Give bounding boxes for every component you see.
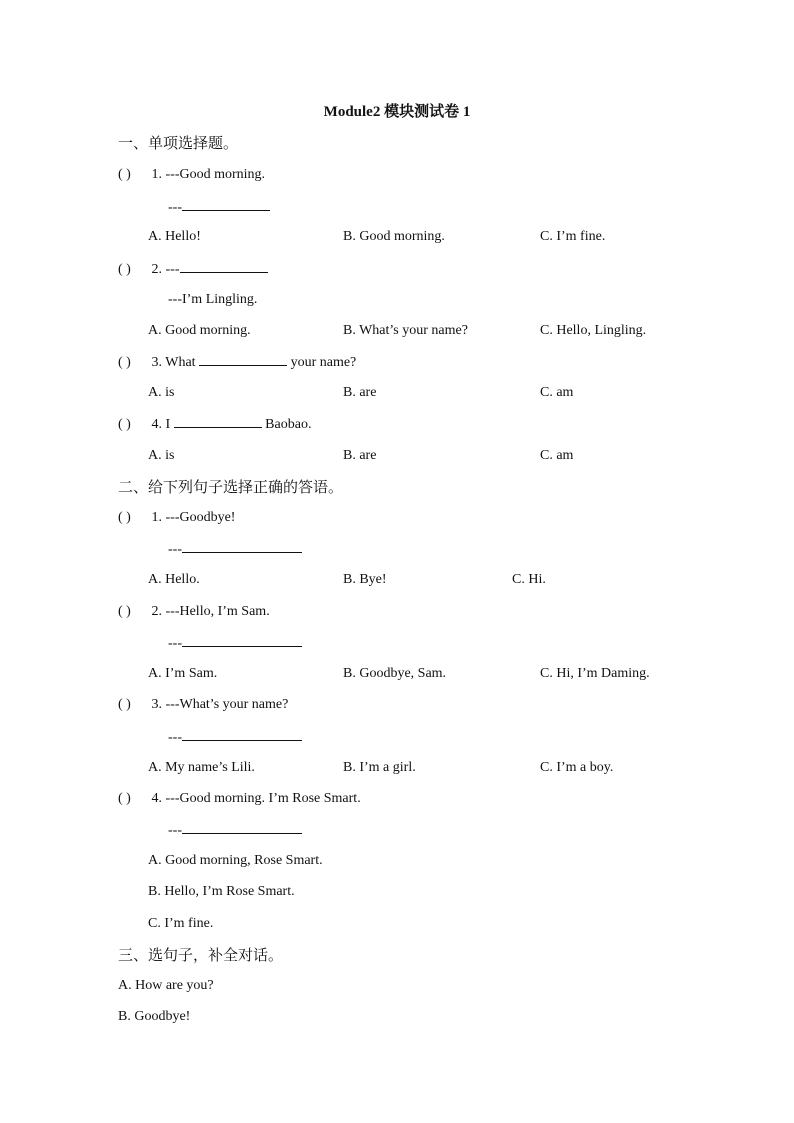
prompt-after: your name? bbox=[290, 355, 357, 370]
question-number: 4. bbox=[151, 791, 162, 806]
prompt-before: I bbox=[165, 417, 171, 432]
prompt-prefix: --- bbox=[165, 262, 180, 277]
answer-bracket[interactable]: ( ) bbox=[118, 604, 131, 619]
answer-prefix: --- bbox=[168, 823, 182, 838]
s2-q1-answer-line bbox=[168, 538, 302, 560]
fill-blank[interactable] bbox=[174, 413, 262, 428]
option-c[interactable]: C. am bbox=[540, 385, 574, 400]
question-prompt: ---Goodbye! bbox=[165, 510, 236, 525]
question-number: 3. bbox=[151, 355, 162, 370]
question-number: 1. bbox=[151, 167, 162, 182]
option-c[interactable]: C. Hi. bbox=[512, 572, 546, 587]
s1-question-1 bbox=[118, 164, 265, 186]
s2-q2-options bbox=[0, 663, 794, 685]
answer-blank[interactable] bbox=[182, 196, 270, 211]
option-a[interactable]: A. Hello! bbox=[148, 229, 201, 244]
answer-prefix: --- bbox=[168, 542, 182, 557]
choice-b: B. Goodbye! bbox=[118, 1009, 191, 1024]
s1-question-2 bbox=[118, 258, 268, 280]
question-prompt: ---Hello, I’m Sam. bbox=[165, 604, 270, 619]
s2-question-1 bbox=[118, 507, 235, 529]
answer-bracket[interactable]: ( ) bbox=[118, 510, 131, 525]
answer-blank[interactable] bbox=[182, 819, 302, 834]
s2-question-3 bbox=[118, 694, 288, 716]
choice-a: A. How are you? bbox=[118, 978, 214, 993]
section-1-heading: 一、单项选择题。 bbox=[118, 134, 239, 152]
s1-q1-answer-line bbox=[168, 196, 270, 218]
option-b[interactable]: B. I’m a girl. bbox=[343, 760, 416, 775]
prompt-before: What bbox=[165, 355, 196, 370]
answer-prefix: --- bbox=[168, 636, 182, 651]
s1-q1-options bbox=[0, 226, 794, 248]
answer-blank[interactable] bbox=[182, 632, 302, 647]
s1-q2-answer-line: ---I’m Lingling. bbox=[168, 292, 258, 307]
question-number: 3. bbox=[151, 697, 162, 712]
option-b[interactable]: B. Hello, I’m Rose Smart. bbox=[148, 884, 295, 899]
s1-question-4 bbox=[118, 413, 311, 435]
s1-q3-options bbox=[0, 382, 794, 404]
question-number: 2. bbox=[151, 604, 162, 619]
question-prompt: ---Good morning. bbox=[165, 167, 266, 182]
option-a[interactable]: A. Hello. bbox=[148, 572, 200, 587]
s1-q2-options bbox=[0, 320, 794, 342]
answer-prefix: --- bbox=[168, 730, 182, 745]
option-c[interactable]: C. Hi, I’m Daming. bbox=[540, 666, 650, 681]
section-3-heading: 三、选句子，补全对话。 bbox=[118, 946, 284, 964]
option-a[interactable]: A. is bbox=[148, 385, 175, 400]
s2-question-2 bbox=[118, 601, 270, 623]
option-b[interactable]: B. are bbox=[343, 448, 377, 463]
question-number: 2. bbox=[151, 262, 162, 277]
question-prompt: ---What’s your name? bbox=[165, 697, 289, 712]
prompt-after: Baobao. bbox=[265, 417, 312, 432]
option-c[interactable]: C. I’m fine. bbox=[540, 229, 606, 244]
option-a[interactable]: A. I’m Sam. bbox=[148, 666, 218, 681]
page-title: Module2 模块测试卷 1 bbox=[323, 104, 471, 120]
option-b[interactable]: B. Goodbye, Sam. bbox=[343, 666, 447, 681]
answer-bracket[interactable]: ( ) bbox=[118, 167, 131, 182]
option-a[interactable]: A. is bbox=[148, 448, 175, 463]
s1-question-3 bbox=[118, 351, 356, 373]
option-c[interactable]: C. I’m fine. bbox=[148, 916, 214, 931]
question-number: 1. bbox=[151, 510, 162, 525]
s2-q3-answer-line bbox=[168, 726, 302, 748]
answer-blank[interactable] bbox=[182, 538, 302, 553]
s2-q2-answer-line bbox=[168, 632, 302, 654]
section-2-heading: 二、给下列句子选择正确的答语。 bbox=[118, 478, 344, 496]
option-c[interactable]: C. I’m a boy. bbox=[540, 760, 614, 775]
question-number: 4. bbox=[151, 417, 162, 432]
answer-prefix: --- bbox=[168, 200, 182, 215]
answer-blank[interactable] bbox=[182, 726, 302, 741]
option-b[interactable]: B. Bye! bbox=[343, 572, 387, 587]
fill-blank[interactable] bbox=[199, 351, 287, 366]
answer-bracket[interactable]: ( ) bbox=[118, 697, 131, 712]
answer-bracket[interactable]: ( ) bbox=[118, 262, 131, 277]
option-a[interactable]: A. Good morning. bbox=[148, 323, 251, 338]
s2-q1-options bbox=[0, 569, 794, 591]
s2-q4-answer-line bbox=[168, 819, 302, 841]
s2-question-4 bbox=[118, 788, 361, 810]
s1-q4-options bbox=[0, 445, 794, 467]
s2-q3-options bbox=[0, 757, 794, 779]
option-a[interactable]: A. Good morning, Rose Smart. bbox=[148, 853, 323, 868]
option-b[interactable]: B. Good morning. bbox=[343, 229, 445, 244]
prompt-blank[interactable] bbox=[180, 258, 268, 273]
option-b[interactable]: B. What’s your name? bbox=[343, 323, 468, 338]
option-c[interactable]: C. Hello, Lingling. bbox=[540, 323, 647, 338]
option-b[interactable]: B. are bbox=[343, 385, 377, 400]
answer-bracket[interactable]: ( ) bbox=[118, 355, 131, 370]
option-a[interactable]: A. My name’s Lili. bbox=[148, 760, 255, 775]
answer-bracket[interactable]: ( ) bbox=[118, 417, 131, 432]
option-c[interactable]: C. am bbox=[540, 448, 574, 463]
question-prompt: ---Good morning. I’m Rose Smart. bbox=[165, 791, 361, 806]
answer-bracket[interactable]: ( ) bbox=[118, 791, 131, 806]
